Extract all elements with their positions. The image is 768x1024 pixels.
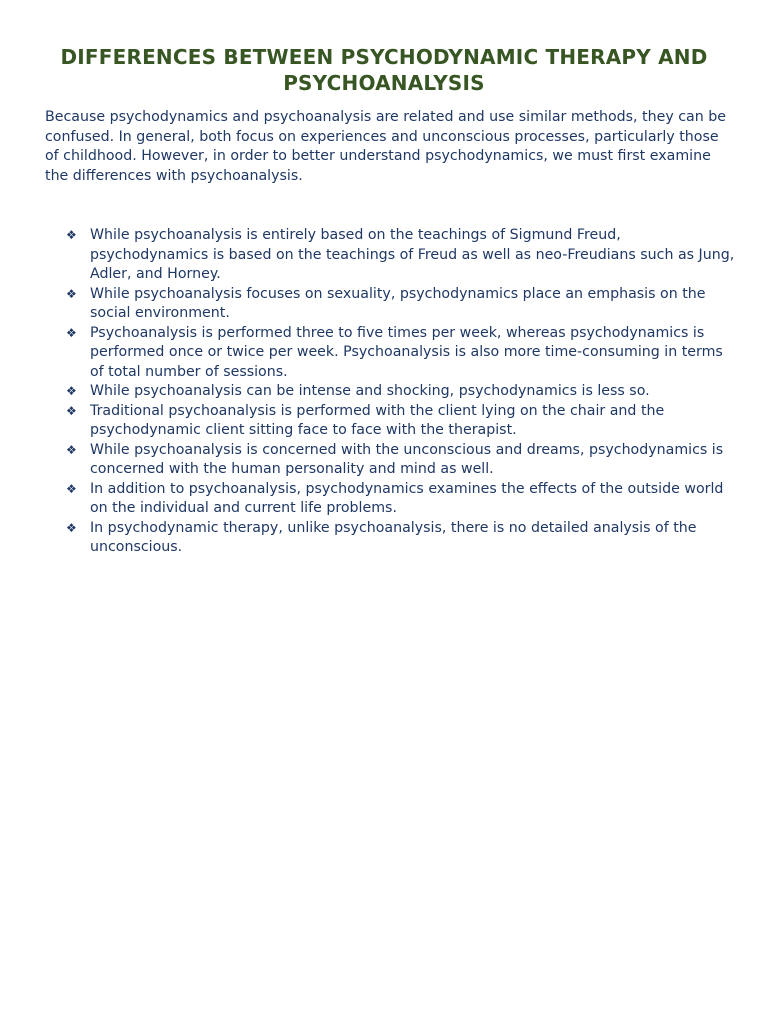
- list-item-text: While psychoanalysis focuses on sexuality, psychodynamics place an emphasis on the social environment.: [90, 285, 706, 321]
- diamond-bullet-icon: ❖: [66, 228, 77, 242]
- list-item-text: In addition to psychoanalysis, psychodynamics examines the effects of the outside world on the individual and current life problems.: [90, 480, 724, 516]
- list-item: [66, 324, 736, 383]
- diamond-bullet-icon: ❖: [66, 325, 77, 340]
- intro-paragraph: Because psychodynamics and psychoanalysis are related and use similar methods, they can be confused. In general, both focus on experiences and unconscious processes, particularly those of childhood. However, in order to better understand psychodynamics, we must first examine the differences with psychoanalysis.: [45, 109, 726, 184]
- list-item: [66, 441, 736, 480]
- diamond-bullet-icon: ❖: [66, 403, 77, 418]
- list-item: [66, 382, 736, 402]
- list-item: [66, 402, 736, 441]
- diamond-bullet-icon: ❖: [66, 520, 77, 535]
- differences-list: [66, 226, 736, 558]
- diamond-bullet-icon: ❖: [66, 481, 77, 496]
- list-item: [66, 285, 736, 324]
- page-title: DIFFERENCES BETWEEN PSYCHODYNAMIC THERAPY AND PSYCHOANALYSIS: [60, 45, 708, 95]
- diamond-bullet-icon: ❖: [66, 286, 77, 301]
- diamond-bullet-icon: ❖: [66, 442, 77, 457]
- list-item: [66, 519, 736, 558]
- diamond-bullet-icon: ❖: [66, 384, 77, 398]
- list-item-text: Traditional psychoanalysis is performed with the client lying on the chair and the psychodynamic client sitting face to face with the therapist.: [90, 402, 665, 438]
- list-item-text: While psychoanalysis can be intense and shocking, psychodynamics is less so.: [90, 383, 650, 399]
- list-item: [66, 226, 736, 285]
- list-item: [66, 480, 736, 519]
- list-item-text: While psychoanalysis is entirely based on the teachings of Sigmund Freud, psychodynamics is based on the teachings of Freud as well as neo-Freudians such as Jung, Adler, and Horney.: [90, 227, 735, 282]
- list-item-text: While psychoanalysis is concerned with the unconscious and dreams, psychodynamics is concerned with the human personality and mind as well.: [90, 441, 724, 477]
- list-item-text: In psychodynamic therapy, unlike psychoanalysis, there is no detailed analysis of the unconscious.: [90, 519, 697, 555]
- list-item-text: Psychoanalysis is performed three to five times per week, whereas psychodynamics is performed once or twice per week. Psychoanalysis is also more time-consuming in terms of total number of sessions.: [90, 324, 723, 380]
